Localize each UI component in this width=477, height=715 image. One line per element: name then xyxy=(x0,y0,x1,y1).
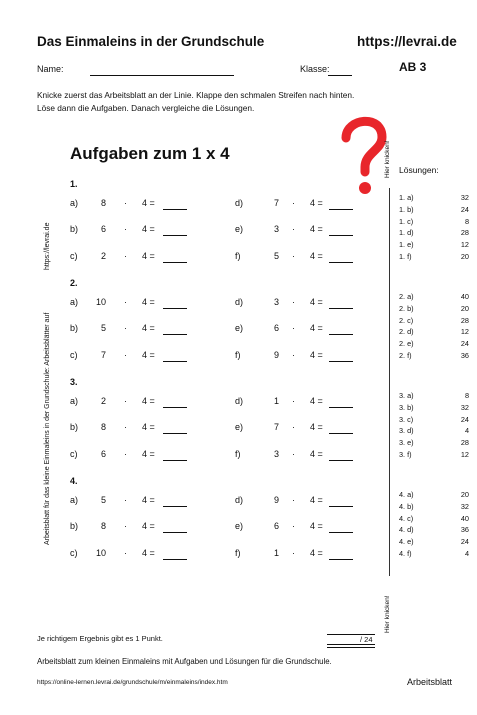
score-rule xyxy=(327,647,375,648)
task-equals: 4 = xyxy=(310,495,323,505)
task-equals: 4 = xyxy=(142,422,155,432)
multiply-operator: · xyxy=(124,449,127,459)
task-label: c) xyxy=(70,548,78,558)
task-label: a) xyxy=(70,198,79,208)
solution-value: 4 xyxy=(464,426,469,436)
solution-key: 4. e) xyxy=(399,537,414,547)
task-label: c) xyxy=(70,449,78,459)
group-number: 2. xyxy=(70,278,78,288)
solution-key: 1. d) xyxy=(399,228,414,238)
points-note: Je richtigem Ergebnis gibt es 1 Punkt. xyxy=(37,634,163,643)
task-equals: 4 = xyxy=(142,323,155,333)
answer-field[interactable] xyxy=(329,433,353,434)
side-caption-link: https://levrai.de xyxy=(44,222,51,270)
doc-type: Arbeitsblatt xyxy=(407,677,453,687)
task-factor: 10 xyxy=(95,548,106,558)
task-equals: 4 = xyxy=(310,422,323,432)
task-factor: 3 xyxy=(273,449,279,459)
answer-field[interactable] xyxy=(163,361,187,362)
solution-key: 3. f) xyxy=(399,450,412,459)
klasse-field[interactable] xyxy=(328,75,352,76)
answer-field[interactable] xyxy=(329,361,353,362)
solution-value: 24 xyxy=(460,537,469,547)
task-label: d) xyxy=(235,198,244,208)
multiply-operator: · xyxy=(292,396,295,406)
solution-key: 1. c) xyxy=(399,216,414,226)
task-factor: 7 xyxy=(273,198,279,208)
solution-value: 12 xyxy=(460,327,469,337)
task-equals: 4 = xyxy=(142,521,155,531)
solution-key: 4. b) xyxy=(399,501,414,511)
task-factor: 3 xyxy=(273,297,279,307)
answer-field[interactable] xyxy=(163,506,187,507)
task-equals: 4 = xyxy=(310,297,323,307)
solution-key: 4. a) xyxy=(399,490,414,499)
task-label: d) xyxy=(235,396,244,406)
task-equals: 4 = xyxy=(310,198,323,208)
name-field[interactable] xyxy=(90,75,234,76)
page-title: Das Einmaleins in der Grundschule xyxy=(37,34,265,49)
multiply-operator: · xyxy=(292,548,295,558)
task-factor: 1 xyxy=(273,548,279,558)
task-factor: 1 xyxy=(273,396,279,406)
fold-label-bottom: Hier knicken! xyxy=(384,595,391,633)
footer-url[interactable]: https://online-lernen.levrai.de/grundschule/m/einmaleins/index.htm xyxy=(37,679,228,686)
task-equals: 4 = xyxy=(142,396,155,406)
task-equals: 4 = xyxy=(310,548,323,558)
task-factor: 6 xyxy=(273,521,279,531)
task-factor: 2 xyxy=(100,396,106,406)
task-label: a) xyxy=(70,495,79,505)
sheet-id: AB 3 xyxy=(399,60,427,74)
solution-value: 40 xyxy=(460,513,469,523)
answer-field[interactable] xyxy=(329,334,353,335)
multiply-operator: · xyxy=(124,251,127,261)
group-number: 3. xyxy=(70,377,78,387)
task-label: f) xyxy=(235,251,241,261)
multiply-operator: · xyxy=(292,297,295,307)
task-factor: 5 xyxy=(100,495,106,505)
solution-key: 1. b) xyxy=(399,204,414,214)
solution-value: 36 xyxy=(460,351,469,360)
task-factor: 7 xyxy=(100,350,106,360)
solution-value: 20 xyxy=(460,303,469,313)
instructions: Knicke zuerst das Arbeitsblatt an der Linie. Klappe den schmalen Streifen nach hinten. Löse dann die Aufgaben. Danach vergleiche die Lösungen. xyxy=(37,90,355,113)
answer-field[interactable] xyxy=(163,262,187,263)
task-equals: 4 = xyxy=(310,396,323,406)
task-equals: 4 = xyxy=(142,251,155,261)
task-equals: 4 = xyxy=(142,449,155,459)
solution-key: 2. f) xyxy=(399,351,412,360)
solution-key: 2. c) xyxy=(399,315,414,325)
solution-value: 24 xyxy=(460,204,469,214)
fold-label-top: Hier knicken! xyxy=(384,140,391,178)
task-equals: 4 = xyxy=(310,224,323,234)
multiply-operator: · xyxy=(292,198,295,208)
task-factor: 9 xyxy=(273,350,279,360)
multiply-operator: · xyxy=(292,449,295,459)
solution-value: 36 xyxy=(460,525,469,535)
answer-field[interactable] xyxy=(329,235,353,236)
task-equals: 4 = xyxy=(142,198,155,208)
task-equals: 4 = xyxy=(310,323,323,333)
multiply-operator: · xyxy=(292,495,295,505)
question-mark-icon xyxy=(338,112,388,197)
answer-field[interactable] xyxy=(329,407,353,408)
task-label: f) xyxy=(235,449,241,459)
task-factor: 7 xyxy=(273,422,279,432)
task-label: b) xyxy=(70,422,79,432)
name-label: Name: xyxy=(37,64,64,74)
solution-value: 40 xyxy=(460,292,469,301)
task-label: c) xyxy=(70,251,78,261)
answer-field[interactable] xyxy=(163,308,187,309)
task-label: a) xyxy=(70,297,79,307)
task-factor: 3 xyxy=(273,224,279,234)
solutions-label: Lösungen: xyxy=(399,165,439,175)
task-label: b) xyxy=(70,224,79,234)
multiply-operator: · xyxy=(124,224,127,234)
solution-value: 8 xyxy=(464,216,469,226)
answer-field[interactable] xyxy=(329,532,353,533)
task-equals: 4 = xyxy=(310,521,323,531)
task-factor: 9 xyxy=(273,495,279,505)
answer-field[interactable] xyxy=(163,407,187,408)
answer-field[interactable] xyxy=(163,209,187,210)
answer-field[interactable] xyxy=(163,433,187,434)
solution-value: 12 xyxy=(460,450,469,459)
site-name: https://levrai.de xyxy=(357,34,457,49)
solution-value: 32 xyxy=(460,402,469,412)
solution-value: 28 xyxy=(460,315,469,325)
task-equals: 4 = xyxy=(142,224,155,234)
solution-key: 3. a) xyxy=(399,391,414,400)
answer-field[interactable] xyxy=(329,559,353,560)
task-label: e) xyxy=(235,224,244,234)
answer-field[interactable] xyxy=(329,262,353,263)
group-number: 4. xyxy=(70,476,78,486)
solution-key: 1. f) xyxy=(399,252,412,261)
solution-key: 2. d) xyxy=(399,327,414,337)
solution-value: 8 xyxy=(464,391,469,400)
answer-field[interactable] xyxy=(163,460,187,461)
answer-field[interactable] xyxy=(163,235,187,236)
multiply-operator: · xyxy=(292,422,295,432)
task-label: e) xyxy=(235,323,244,333)
solution-value: 12 xyxy=(460,240,469,250)
group-number: 1. xyxy=(70,179,78,189)
solution-key: 4. f) xyxy=(399,549,412,558)
solution-key: 1. a) xyxy=(399,193,414,202)
task-factor: 8 xyxy=(100,422,106,432)
task-equals: 4 = xyxy=(142,495,155,505)
task-factor: 6 xyxy=(273,323,279,333)
solution-key: 3. c) xyxy=(399,414,414,424)
multiply-operator: · xyxy=(124,396,127,406)
multiply-operator: · xyxy=(124,422,127,432)
task-label: e) xyxy=(235,521,244,531)
solution-key: 2. b) xyxy=(399,303,414,313)
multiply-operator: · xyxy=(124,323,127,333)
multiply-operator: · xyxy=(292,323,295,333)
side-caption: Arbeitsblatt für das kleine Einmaleins in der Grundschule: Arbeitsblätter auf xyxy=(44,312,51,545)
solution-value: 28 xyxy=(460,438,469,448)
solution-value: 32 xyxy=(460,501,469,511)
solution-key: 3. e) xyxy=(399,438,414,448)
answer-field[interactable] xyxy=(329,209,353,210)
multiply-operator: · xyxy=(292,350,295,360)
task-equals: 4 = xyxy=(310,350,323,360)
description: Arbeitsblatt zum kleinen Einmaleins mit Aufgaben und Lösungen für die Grundschule. xyxy=(37,657,332,666)
task-label: f) xyxy=(235,548,241,558)
task-label: a) xyxy=(70,396,79,406)
task-label: c) xyxy=(70,350,78,360)
task-label: b) xyxy=(70,323,79,333)
solution-value: 24 xyxy=(460,339,469,349)
task-title: Aufgaben zum 1 x 4 xyxy=(70,144,230,163)
task-factor: 6 xyxy=(100,224,106,234)
multiply-operator: · xyxy=(124,198,127,208)
solution-key: 3. b) xyxy=(399,402,414,412)
task-label: f) xyxy=(235,350,241,360)
multiply-operator: · xyxy=(124,350,127,360)
solution-key: 1. e) xyxy=(399,240,414,250)
task-equals: 4 = xyxy=(310,251,323,261)
multiply-operator: · xyxy=(292,521,295,531)
solution-value: 24 xyxy=(460,414,469,424)
klasse-label: Klasse: xyxy=(300,64,330,74)
task-label: d) xyxy=(235,297,244,307)
task-factor: 10 xyxy=(95,297,106,307)
solution-value: 20 xyxy=(460,490,469,499)
answer-field[interactable] xyxy=(329,460,353,461)
multiply-operator: · xyxy=(124,521,127,531)
answer-field[interactable] xyxy=(329,506,353,507)
task-factor: 5 xyxy=(100,323,106,333)
answer-field[interactable] xyxy=(163,334,187,335)
task-equals: 4 = xyxy=(142,350,155,360)
solution-value: 32 xyxy=(460,193,469,202)
solution-key: 4. d) xyxy=(399,525,414,535)
multiply-operator: · xyxy=(292,251,295,261)
score-total: / 24 xyxy=(360,635,373,644)
solution-value: 20 xyxy=(460,252,469,261)
task-label: d) xyxy=(235,495,244,505)
solution-value: 28 xyxy=(460,228,469,238)
task-label: b) xyxy=(70,521,79,531)
task-equals: 4 = xyxy=(142,548,155,558)
task-equals: 4 = xyxy=(142,297,155,307)
task-equals: 4 = xyxy=(310,449,323,459)
multiply-operator: · xyxy=(124,495,127,505)
solution-key: 4. c) xyxy=(399,513,414,523)
task-factor: 5 xyxy=(273,251,279,261)
score-rule xyxy=(327,644,375,645)
task-factor: 2 xyxy=(100,251,106,261)
task-factor: 8 xyxy=(100,521,106,531)
solution-key: 3. d) xyxy=(399,426,414,436)
task-label: e) xyxy=(235,422,244,432)
multiply-operator: · xyxy=(124,297,127,307)
multiply-operator: · xyxy=(292,224,295,234)
solution-key: 2. a) xyxy=(399,292,414,301)
solution-value: 4 xyxy=(464,549,469,558)
fold-line xyxy=(389,188,390,576)
answer-field[interactable] xyxy=(163,559,187,560)
multiply-operator: · xyxy=(124,548,127,558)
task-factor: 6 xyxy=(100,449,106,459)
answer-field[interactable] xyxy=(163,532,187,533)
task-factor: 8 xyxy=(100,198,106,208)
solution-key: 2. e) xyxy=(399,339,414,349)
answer-field[interactable] xyxy=(329,308,353,309)
